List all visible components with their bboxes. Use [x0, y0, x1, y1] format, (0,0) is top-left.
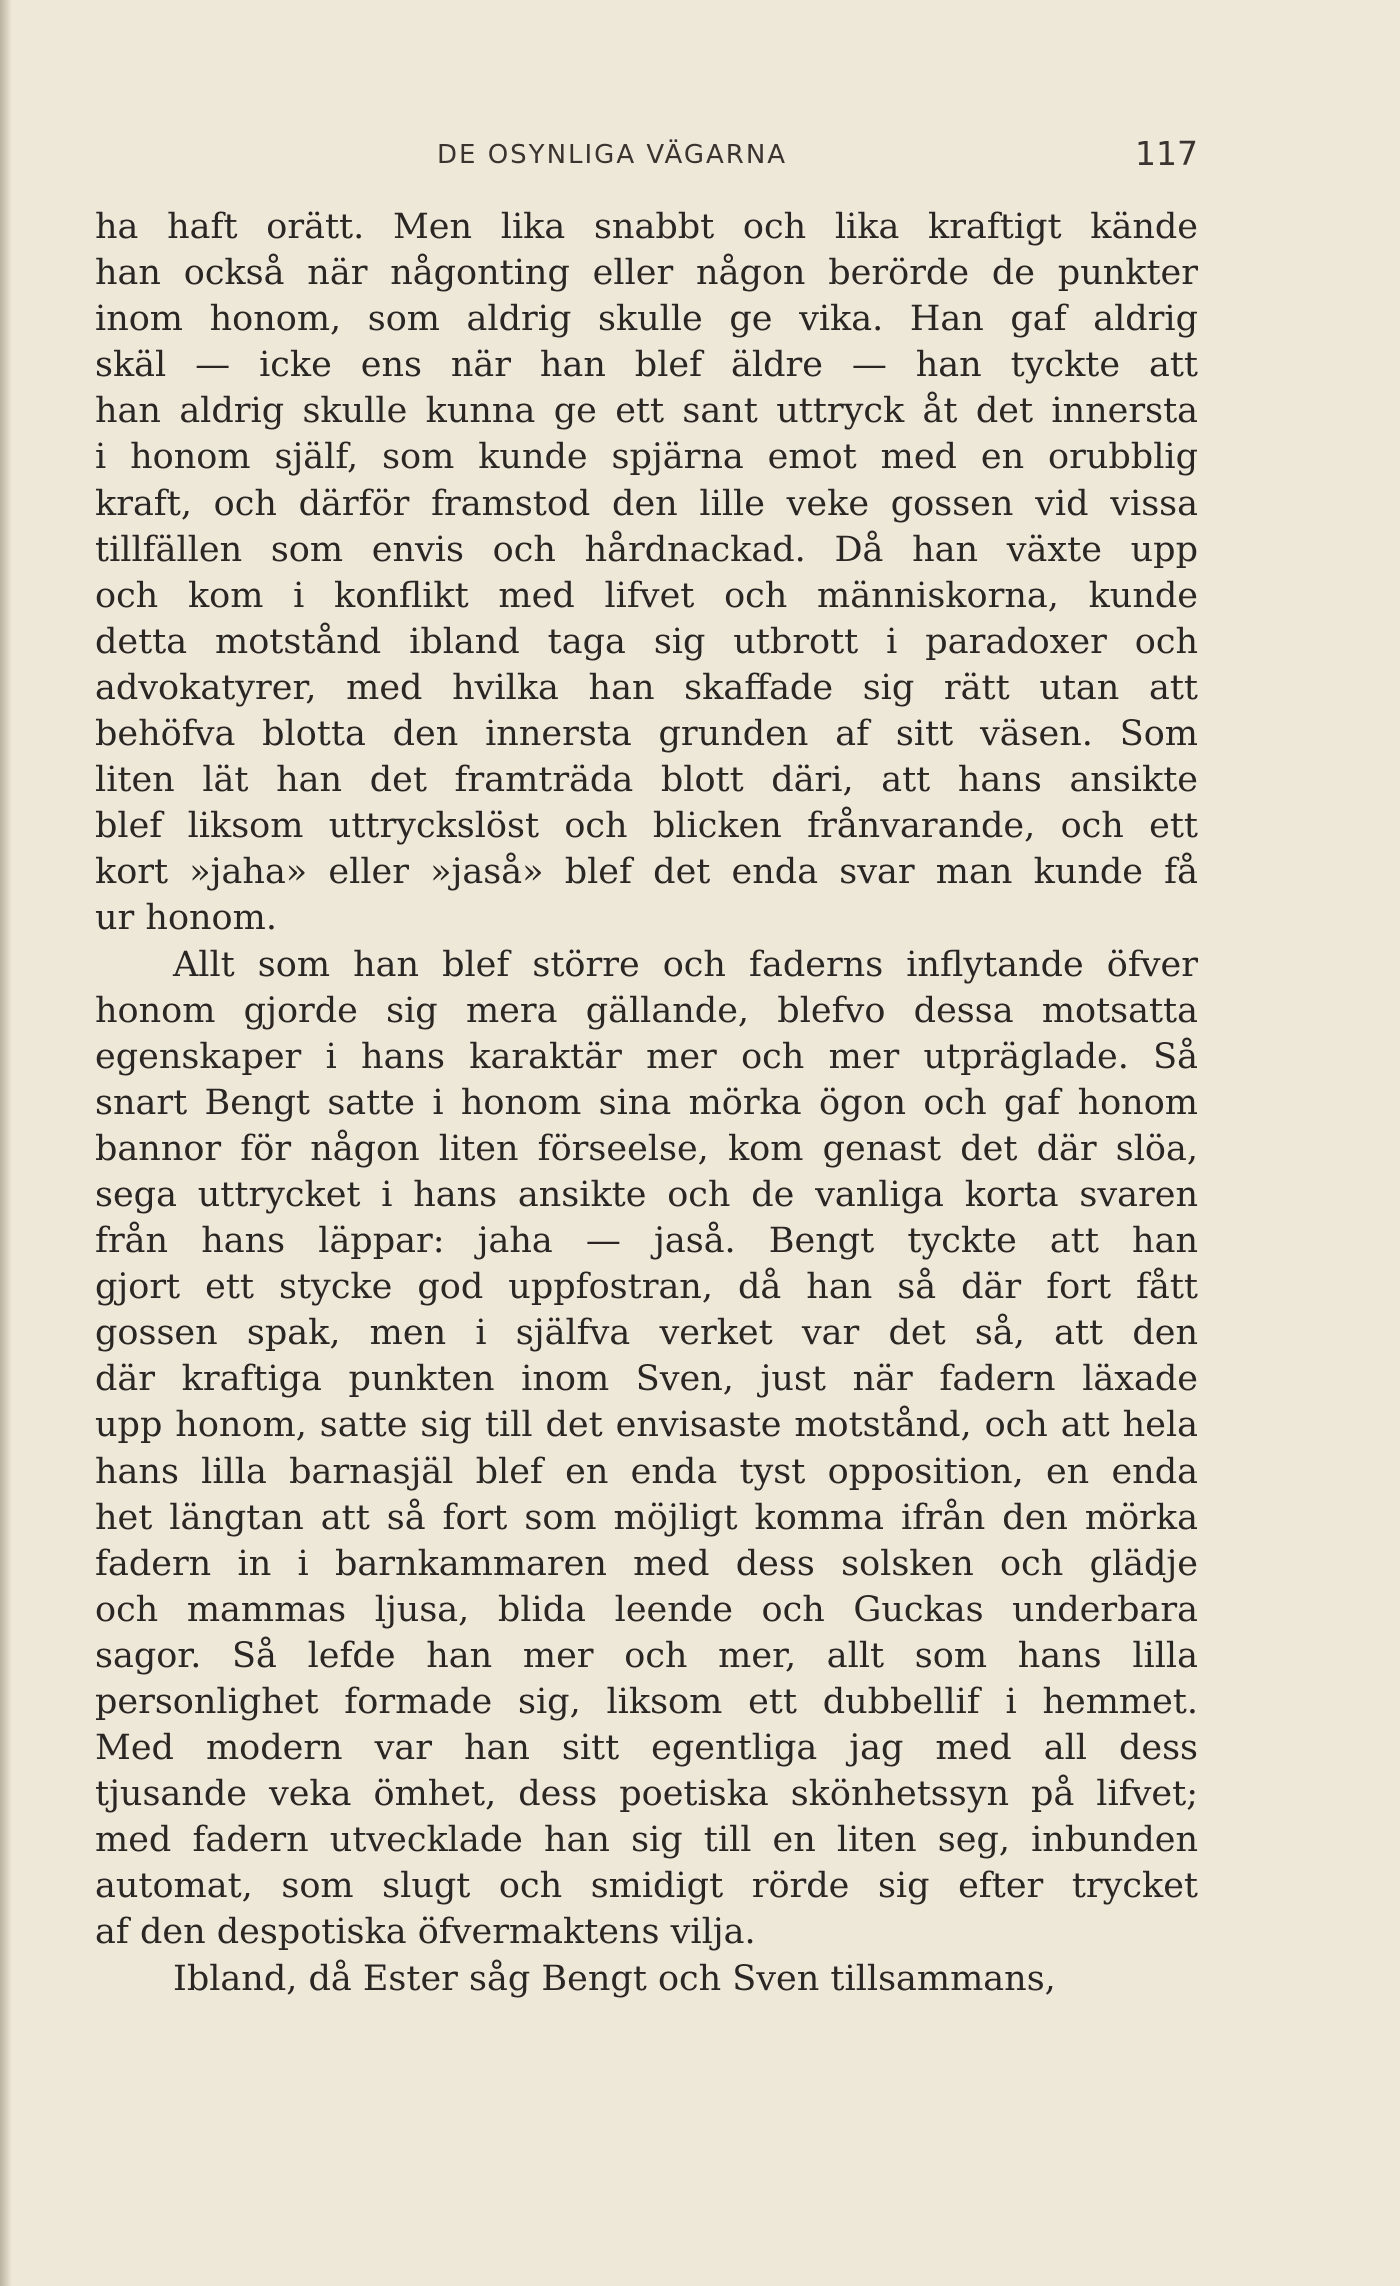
text-line: inom honom, som aldrig skulle ge vika. Han gaf aldrig: [95, 299, 1198, 340]
text-line: med fadern utvecklade han sig till en liten seg, inbunden: [95, 1820, 1198, 1861]
text-line: blef liksom uttryckslöst och blicken frånvarande, och ett: [95, 806, 1198, 847]
book-page: [95, 130, 1198, 2002]
text-line: behöfva blotta den innersta grunden af sitt väsen. Som: [95, 714, 1198, 755]
running-title: DE OSYNLIGA VÄGARNA: [437, 140, 788, 170]
text-line: sega uttrycket i hans ansikte och de vanliga korta svaren: [95, 1174, 1198, 1215]
text-line: egenskaper i hans karaktär mer och mer utpräglade. Så: [95, 1036, 1198, 1077]
text-line: skäl — icke ens när han blef äldre — han tyckte att: [95, 345, 1198, 386]
text-line: i honom själf, som kunde spjärna emot med en orubblig: [95, 437, 1198, 478]
text-line: snart Bengt satte i honom sina mörka ögon och gaf honom: [95, 1082, 1198, 1123]
text-line: han också när någonting eller någon berörde de punkter: [95, 253, 1198, 294]
text-line: där kraftiga punkten inom Sven, just när fadern läxade: [95, 1359, 1198, 1400]
page-header: [95, 130, 1198, 186]
text-line: advokatyrer, med hvilka han skaffade sig rätt utan att: [95, 667, 1198, 708]
text-line: från hans läppar: jaha — jaså. Bengt tyckte att han: [95, 1221, 1198, 1262]
text-line: hans lilla barnasjäl blef en enda tyst opposition, en enda: [95, 1451, 1198, 1492]
page-left-edge-shadow: [0, 0, 12, 2286]
text-line: automat, som slugt och smidigt rörde sig efter trycket: [95, 1866, 1198, 1907]
text-line: gjort ett stycke god uppfostran, då han så där fort fått: [95, 1267, 1198, 1308]
text-line: Med modern var han sitt egentliga jag med all dess: [95, 1728, 1198, 1769]
text-line: ha haft orätt. Men lika snabbt och lika kraftigt kände: [95, 207, 1198, 247]
text-line: och kom i konflikt med lifvet och människorna, kunde: [95, 575, 1198, 616]
page-number: 117: [1135, 134, 1198, 173]
paragraph-first-line: Ibland, då Ester såg Bengt och Sven tillsammans,: [173, 1958, 1056, 1999]
text-line: af den despotiska öfvermaktens vilja.: [95, 1912, 756, 1953]
text-line: detta motstånd ibland taga sig utbrott i paradoxer och: [95, 621, 1198, 662]
text-line: bannor för någon liten förseelse, kom genast det där slöa,: [95, 1128, 1198, 1169]
text-line: ur honom.: [95, 898, 277, 939]
text-line: tillfällen som envis och hårdnackad. Då han växte upp: [95, 529, 1198, 570]
text-line: och mammas ljusa, blida leende och Guckas underbara: [95, 1589, 1198, 1630]
text-line: het längtan att så fort som möjligt komma ifrån den mörka: [95, 1497, 1198, 1538]
text-line: liten lät han det framträda blott däri, att hans ansikte: [95, 760, 1198, 801]
paragraph-first-line: Allt som han blef större och faderns inflytande öfver: [173, 944, 1198, 985]
text-line: personlighet formade sig, liksom ett dubbellif i hemmet.: [95, 1682, 1198, 1722]
body-text: [95, 204, 1198, 2002]
text-line: kort »jaha» eller »jaså» blef det enda svar man kunde få: [95, 852, 1198, 893]
text-line: kraft, och därför framstod den lille veke gossen vid vissa: [95, 483, 1198, 524]
text-line: sagor. Så lefde han mer och mer, allt som hans lilla: [95, 1635, 1198, 1676]
text-line: fadern in i barnkammaren med dess solsken och glädje: [95, 1543, 1198, 1584]
text-line: tjusande veka ömhet, dess poetiska skönhetssyn på lifvet;: [95, 1774, 1198, 1815]
text-line: upp honom, satte sig till det envisaste motstånd, och att hela: [95, 1405, 1198, 1446]
text-line: han aldrig skulle kunna ge ett sant uttryck åt det innersta: [95, 391, 1198, 432]
text-line: honom gjorde sig mera gällande, blefvo dessa motsatta: [95, 990, 1198, 1031]
text-line: gossen spak, men i själfva verket var det så, att den: [95, 1313, 1198, 1354]
